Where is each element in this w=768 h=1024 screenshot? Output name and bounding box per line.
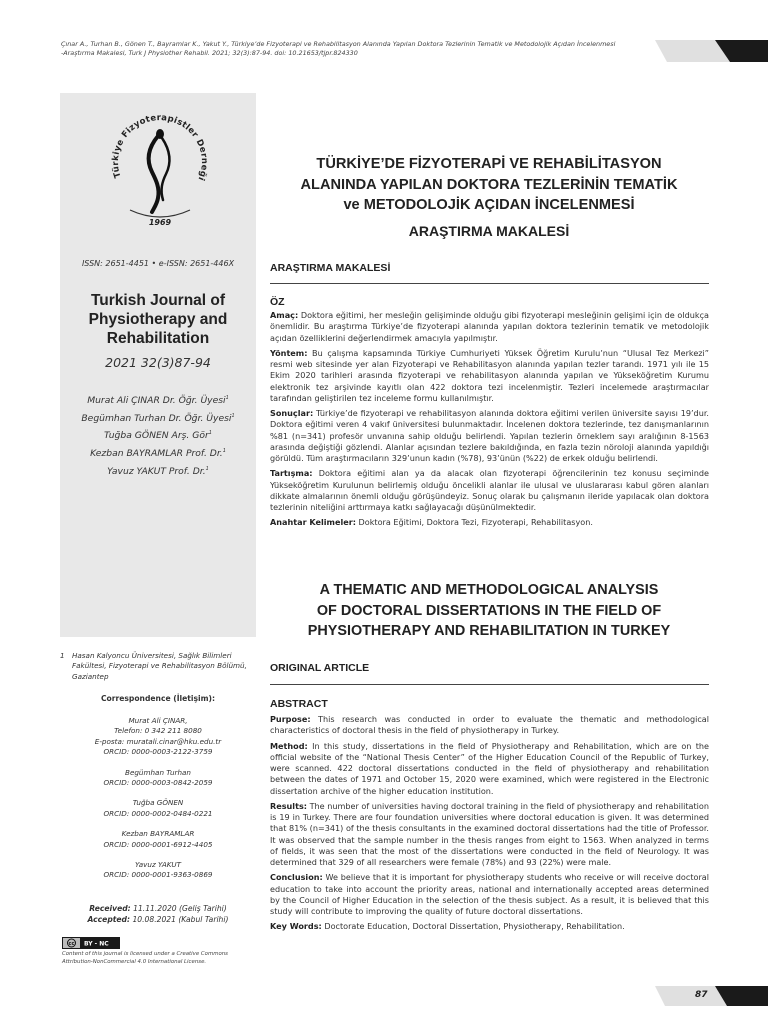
journal-name: [60, 291, 256, 348]
contact-block: Begümhan Turhan ORCID: 0000-0003-0842-2059: [103, 767, 213, 788]
citation-header: [61, 40, 641, 58]
abstract-paragraph: Amaç: Doktora eğitimi, her mesleğin gelişiminde olduğu gibi fizyoterapi mesleğinin gelişimi için de oldukça önemlidir. Bu araştırma Türkiye’de fizyoterapi alanında yapılan doktora tezlerinin tematik ve metodolojik açıdan özelliklerini değerlendirmek amacıyla yapılmıştır.: [270, 310, 709, 343]
submission-dates: [60, 904, 256, 925]
journal-name-line-2: Physiotherapy and: [88, 311, 228, 328]
journal-name-line-1: Turkish Journal of: [90, 292, 226, 309]
keywords-paragraph: Key Words: Doctorate Education, Doctoral Dissertation, Physiotherapy, Rehabilitation.: [270, 921, 625, 932]
contact-block: Tuğba GÖNEN ORCID: 0000-0002-0484-0221: [103, 798, 213, 818]
divider: [270, 283, 709, 284]
turkish-article-type: ARAŞTIRMA MAKALESİ: [270, 262, 391, 274]
abstract-paragraph: Method: In this study, dissertations in the field of Physiotherapy and Rehabilitation, which are on the official website of the “National Thesis Center” of the Higher Education Council of the Republic of Turkey, were scanned. 422 doctoral dissertations conducted in the field of physiotherapy and rehabilitation between the dates of 1971 and October 15, 2020 were examined, which were registered in the Electronic dissertation archive of the higher education institution.: [270, 740, 709, 796]
corner-decoration-top: [655, 40, 768, 62]
abstract-paragraph: Tartışma: Doktora eğitimi alan ya da alacak olan fizyoterapi öğrencilerinin tez konusu seçiminde Yükseköğretim Kurulunun belirlemiş olduğu öncelikli alanlar ile ulusal ve uluslararası kabul gören alanları dikkate almalarının önemli olduğu görüşündeyiz. Sonuç olarak bu çalışmanın ileride yapılacak olan doktora tezlerinin niteliğini arttırmaya katkı sağlayacağı düşünülmektedir.: [270, 468, 709, 512]
english-abstract-heading: ABSTRACT: [270, 698, 328, 710]
cc-badge-text: BY - NC: [84, 940, 109, 948]
contact-block: Murat Ali ÇINAR, Telefon: 0 342 211 8080 E-posta: muratali.cinar@hku.edu.tr ORCID: 0000-0003-2122-3759: [60, 716, 256, 758]
abstract-paragraph: Sonuçlar: Türkiye’de fizyoterapi ve rehabilitasyon alanında doktora eğitimi verilen üniversite sayısı 19’dur. Doktora eğitimi veren 4 vakıf üniversitesi bulunmaktadır. İncelenen doktora tezlerinde, tez danışmanlarının %81 (n=341) profesör unvanına sahip olduğu belirlendi. Yapılan tezlerin örneklem sayı aralığının 8-1563 arasında değiştiği gözlendi. Alanlar açısından tezlere bakıldığında, en fazla tezin nöroloji alanında yapıldığı görüldü. Tüm araştırmacıların 329’unun kadın (%78), 93’ünün (%22) de erkek olduğu belirlendi.: [270, 408, 709, 463]
journal-volume: 2021 32(3)87-94: [105, 355, 211, 370]
author-item: Begümhan Turhan Dr. Öğr. Üyesi$^1$: [81, 412, 235, 424]
email-text: E-posta: muratali.cinar@hku.edu.tr: [94, 736, 222, 746]
journal-name-line-3: Rehabilitation: [106, 330, 210, 347]
page-number: 87: [695, 990, 708, 1000]
issn-line: ISSN: 2651-4451 • e-ISSN: 2651-446X: [81, 259, 235, 268]
contact-block: Yavuz YAKUT ORCID: 0000-0001-9363-0869: [103, 860, 213, 880]
accepted-date: Accepted: 10.08.2021 (Kabul Tarihi): [87, 914, 229, 924]
turkish-title-article-type: ARAŞTIRMA MAKALESİ: [408, 222, 570, 239]
english-article-type: ORIGINAL ARTICLE: [270, 662, 370, 674]
correspondence-heading: Correspondence (İletişim):: [100, 694, 216, 703]
association-logo: [100, 98, 220, 233]
abstract-paragraph: Purpose: This research was conducted in order to evaluate the thematic and methodological characteristics of doctoral thesis in the field of physiotherapy in Turkey.: [270, 714, 709, 736]
abstract-paragraph: Yöntem: Bu çalışma kapsamında Türkiye Cumhuriyeti Yüksek Öğretim Kurulu’nun “Ulusal Tez Merkezi” resmi web sitesinde yer alan Fizyoterapi ve Rehabilitasyon alanında yapılan tezler tarandı. 1971 yılı ile 15 Ekim 2020 tarihleri arasında fizyoterapi ve rehabilitasyon alanında yapılan ve Yükseköğretim Kurumu elektronik tez arşivinde kayıtlı olan 422 doktora tezi incelenmiştir. Tezleri incelemede araştırmacılar tarafından geliştirilen tez inceleme formu kullanılmıştır.: [270, 347, 709, 403]
author-item: Murat Ali ÇINAR Dr. Öğr. Üyesi$^1$: [87, 395, 229, 407]
citation-line-1: Çınar A., Turhan B., Gönen T., Bayramlar K., Yakut Y., Türkiye’de Fizyoterapi ve Rehabilitasyon Alanında Yapılan Doktora Tezlerinin Tematik ve Metodolojik Açıdan İncelenmesi: [61, 40, 616, 48]
turkish-title-line: TÜRKİYE’DE FİZYOTERAPİ VE REHABİLİTASYON: [316, 156, 662, 172]
english-title-line: OF DOCTORAL DISSERTATIONS IN THE FIELD OF: [316, 602, 662, 619]
english-abstract: [270, 714, 709, 937]
logo-year: 1969: [148, 218, 172, 227]
received-date: Received: 11.11.2020 (Geliş Tarihi): [89, 904, 227, 913]
cc-license-badge: [62, 937, 120, 949]
turkish-title: [268, 154, 710, 241]
svg-text:cc: cc: [68, 941, 75, 948]
license-note: Content of this journal is licensed under a Creative Commons Attribution-NonCommercial 4.0 International License.: [62, 951, 228, 965]
english-title-line: A THEMATIC AND METHODOLOGICAL ANALYSIS: [319, 582, 659, 598]
author-item: Tuğba GÖNEN Arş. Gör$^1$: [104, 430, 212, 442]
turkish-title-line: ALANINDA YAPILAN DOKTORA TEZLERİNİN TEMATİK: [300, 176, 678, 193]
affiliation-number: 1: [60, 651, 65, 660]
english-title: [268, 580, 710, 642]
keywords-paragraph: Anahtar Kelimeler: Doktora Eğitimi, Doktora Tezi, Fizyoterapi, Rehabilitasyon.: [270, 517, 593, 528]
english-title-line: PHYSIOTHERAPY AND REHABILITATION IN TURKEY: [307, 623, 671, 640]
abstract-paragraph: Conclusion: We believe that it is important for physiotherapy students who receive or will receive doctoral education to take into account the priority areas, national and internationally accepted areas determined by the Council of Higher Education in the selection of the thesis subject. As a result, it is believed that this study will contribute to improving the quality of future doctoral dissertations.: [270, 872, 709, 916]
turkish-abstract: [270, 310, 709, 533]
author-list: [60, 391, 256, 479]
citation-line-2: -Araştırma Makalesi, Turk J Physiother Rehabil. 2021; 32(3):87-94. doi: 10.21653/tjpr.824330: [61, 49, 358, 57]
affiliation-text: Hasan Kalyoncu Üniversitesi, Sağlık Bilimleri Fakültesi, Fizyoterapi ve Rehabilitasyon Bölümü, Gaziantep: [72, 651, 247, 681]
author-affiliation: [60, 651, 256, 682]
svg-text:Türkiye Fizyoterapistler Derne: [111, 113, 209, 182]
author-item: Kezban BAYRAMLAR Prof. Dr.$^1$: [90, 447, 226, 460]
divider: [270, 684, 709, 685]
correspondence-contacts: [60, 716, 256, 891]
turkish-abstract-heading: ÖZ: [270, 296, 285, 308]
logo-ring-text: Türkiye Fizyoterapistler Derneği: [110, 113, 210, 183]
contact-block: Kezban BAYRAMLAR ORCID: 0000-0001-6912-4405: [103, 829, 213, 849]
corner-decoration-bottom: [655, 986, 768, 1006]
author-item: Yavuz YAKUT Prof. Dr.$^1$: [107, 465, 209, 477]
turkish-title-line: ve METODOLOJİK AÇIDAN İNCELENMESİ: [343, 197, 635, 213]
abstract-paragraph: Results: The number of universities having doctoral training in the field of physiotherapy and rehabilitation is 19 in Turkey. There are four foundation universities where doctoral education is given. It was determined that 81% (n=341) of the thesis consultants in the examined doctoral dissertations had the title of Professor. It was observed that the sample number in the thesis ranges from eight to 1563. When analyzed in terms of fields, it was seen that the most of the dissertations were conducted in the field of Neurology. It was determined that 329 of all researchers were female (78%) and 93 (22%) were male.: [270, 800, 709, 867]
